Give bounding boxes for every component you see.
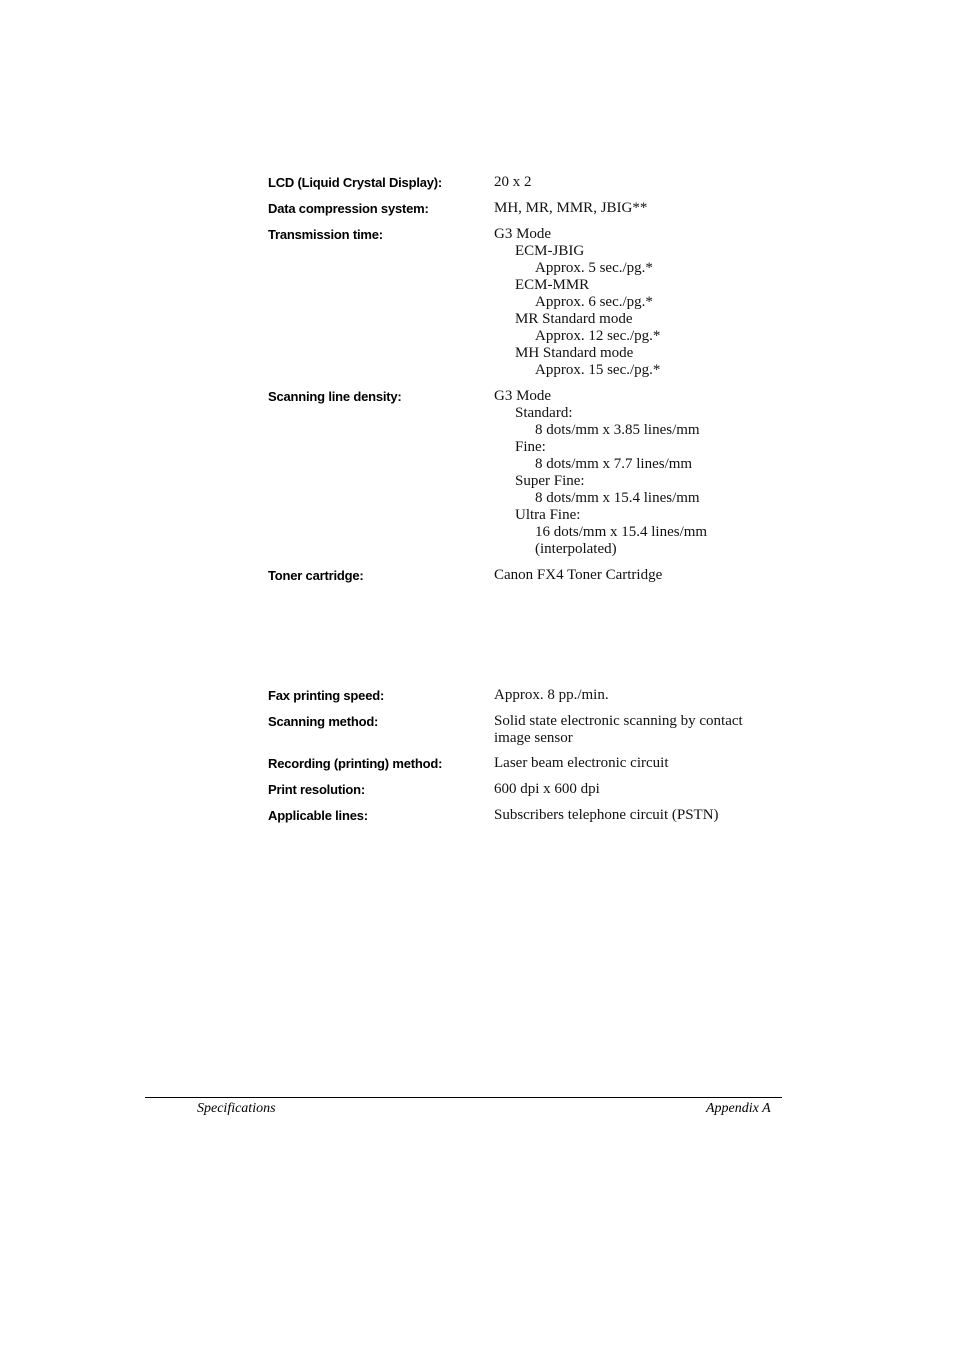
spec-label: Fax printing speed: — [268, 688, 385, 703]
spec-value-line: Laser beam electronic circuit — [494, 755, 669, 771]
spec-value-line: Fine: — [515, 439, 546, 455]
spec-label: Toner cartridge: — [268, 568, 364, 583]
spec-value-line: MR Standard mode — [515, 311, 633, 327]
spec-value-line: G3 Mode — [494, 388, 552, 404]
spec-value-line: ECM-MMR — [515, 277, 590, 293]
spec-label: Data compression system: — [268, 201, 429, 216]
spec-label: Recording (printing) method: — [268, 756, 443, 771]
spec-value-line: 8 dots/mm x 7.7 lines/mm — [535, 456, 693, 472]
spec-value — [494, 755, 774, 772]
spec-value-line: Approx. 6 sec./pg.* — [535, 294, 653, 310]
spec-value-line: Approx. 15 sec./pg.* — [535, 362, 661, 378]
spec-value-line: (interpolated) — [535, 541, 617, 557]
spec-value-line: 16 dots/mm x 15.4 lines/mm — [535, 524, 708, 540]
spec-value-line: G3 Mode — [494, 226, 552, 242]
spec-value-line: Approx. 5 sec./pg.* — [535, 260, 653, 276]
spec-label: Scanning line density: — [268, 389, 402, 404]
spec-value — [494, 226, 774, 379]
spec-value-line: 20 x 2 — [494, 174, 532, 190]
spec-value-line: 8 dots/mm x 3.85 lines/mm — [535, 422, 700, 438]
spec-value-line: MH, MR, MMR, JBIG** — [494, 200, 648, 216]
footer-divider — [145, 1097, 782, 1098]
spec-value-line: Standard: — [515, 405, 573, 421]
spec-label: Print resolution: — [268, 782, 365, 797]
spec-value-line: Super Fine: — [515, 473, 585, 489]
spec-value — [494, 200, 774, 217]
spec-value — [494, 807, 774, 824]
spec-value — [494, 388, 774, 558]
spec-value — [494, 174, 774, 191]
spec-label: Transmission time: — [268, 227, 383, 242]
spec-value-line: 8 dots/mm x 15.4 lines/mm — [535, 490, 700, 506]
spec-value-line: MH Standard mode — [515, 345, 634, 361]
spec-value-line: image sensor — [494, 730, 573, 746]
footer-section-title: Specifications — [197, 1101, 276, 1116]
spec-value-line: Ultra Fine: — [515, 507, 581, 523]
spec-value — [494, 713, 774, 747]
spec-value — [494, 781, 774, 798]
spec-value-line: Canon FX4 Toner Cartridge — [494, 567, 663, 583]
spec-value — [494, 567, 774, 584]
footer-chapter-title: Appendix A — [706, 1101, 771, 1116]
spec-value-line: Approx. 12 sec./pg.* — [535, 328, 661, 344]
spec-value-line: Subscribers telephone circuit (PSTN) — [494, 807, 719, 823]
spec-value-line: ECM-JBIG — [515, 243, 585, 259]
spec-value-line: Solid state electronic scanning by contact — [494, 713, 743, 729]
spec-label: LCD (Liquid Crystal Display): — [268, 175, 443, 190]
spec-label: Scanning method: — [268, 714, 379, 729]
spec-value-line: 600 dpi x 600 dpi — [494, 781, 600, 797]
spec-value — [494, 687, 774, 704]
spec-value-line: Approx. 8 pp./min. — [494, 687, 609, 703]
spec-label: Applicable lines: — [268, 808, 368, 823]
